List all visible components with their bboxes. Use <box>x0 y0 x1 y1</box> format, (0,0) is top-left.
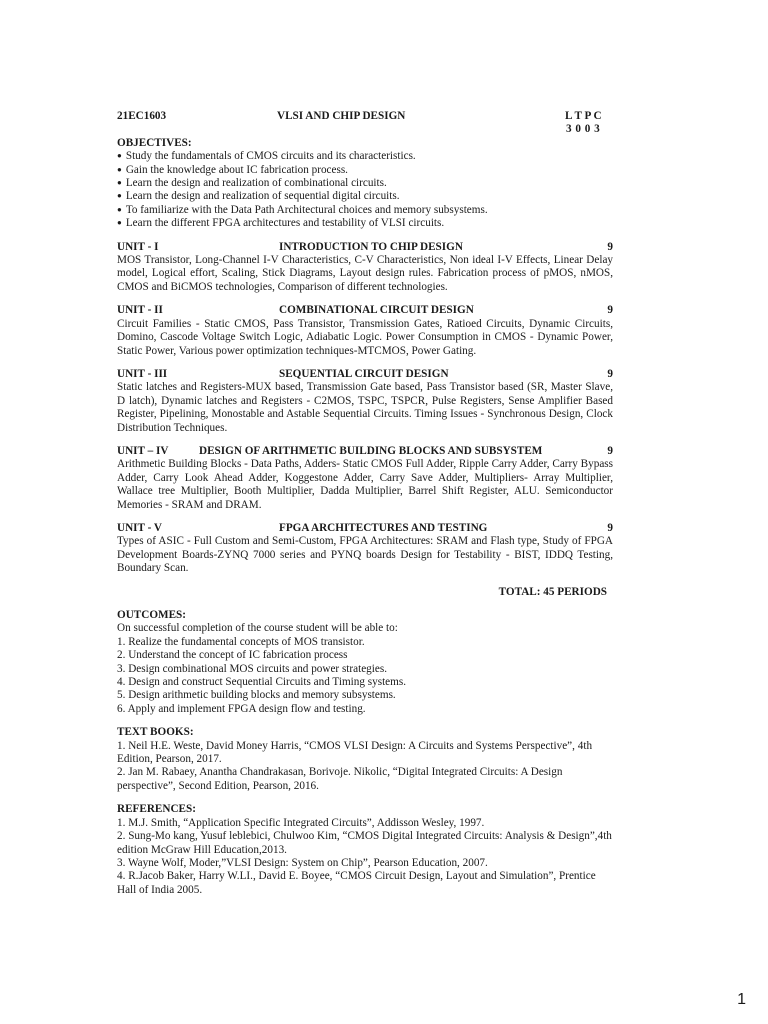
unit-number: UNIT – IV <box>117 444 169 457</box>
course-header <box>117 110 613 123</box>
objectives-list <box>117 150 613 230</box>
unit-content: Static latches and Registers-MUX based, Transmission Gate based, Pass Transistor based (SR, Master Slave, D latch), Dynamic latches and Registers - C2MOS, TSPC, TSPCR, Pulse Registers, Sense Amplifier Based Register, Pipelining, Monostable and Astable Sequential Circuits. Timing Issues - Synchronous Design, Clock Distribution Techniques. <box>117 381 613 434</box>
outcomes-section <box>117 609 613 716</box>
unit-hours: 9 <box>607 240 613 253</box>
objective-item: ● Study the fundamentals of CMOS circuits and its characteristics. <box>117 150 613 163</box>
unit-hours: 9 <box>607 444 613 457</box>
outcome-item: 4. Design and construct Sequential Circuits and Timing systems. <box>117 676 406 689</box>
total-periods: TOTAL: 45 PERIODS <box>498 585 607 598</box>
outcomes-heading: OUTCOMES: <box>117 609 186 621</box>
course-code: 21EC1603 <box>117 110 167 122</box>
unit-heading <box>117 368 613 381</box>
unit-heading <box>117 304 613 317</box>
objectives-heading: OBJECTIVES: <box>117 136 192 149</box>
objective-item: ● Learn the different FPGA architectures and testability of VLSI circuits. <box>117 217 613 230</box>
unit-heading <box>117 241 613 254</box>
syllabus-page <box>117 110 613 897</box>
unit-number: UNIT - II <box>117 304 163 317</box>
unit-number: UNIT - V <box>117 521 162 534</box>
text-books-heading: TEXT BOOKS: <box>117 726 194 739</box>
reference-item: 4. R.Jacob Baker, Harry W.LI., David E. Boyee, “CMOS Circuit Design, Layout and Simulation”, Prentice Hall of India 2005. <box>117 870 596 896</box>
unit-hours: 9 <box>607 367 613 380</box>
text-book-item: 1. Neil H.E. Weste, David Money Harris, “CMOS VLSI Design: A Circuits and Systems Perspective”, 4th Edition, Pearson, 2017. <box>117 739 593 766</box>
course-title: VLSI AND CHIP DESIGN <box>277 110 406 122</box>
unit-hours: 9 <box>607 521 613 534</box>
reference-item: 3. Wayne Wolf, Moder,”VLSI Design: System on Chip”, Pearson Education, 2007. <box>117 856 488 869</box>
unit-number: UNIT - I <box>117 240 159 253</box>
unit-title: INTRODUCTION TO CHIP DESIGN <box>279 240 463 253</box>
unit-2 <box>117 304 613 358</box>
unit-content: Types of ASIC - Full Custom and Semi-Custom, FPGA Architectures: SRAM and Flash type, Study of FPGA Development Boards-ZYNQ 7000 series and PYNQ boards Design for Testability - BIST, IDDQ Testing, Boundary Scan. <box>117 535 613 575</box>
outcomes-intro: On successful completion of the course student will be able to: <box>117 622 398 635</box>
outcome-item: 5. Design arithmetic building blocks and memory subsystems. <box>117 689 396 702</box>
text-book-item: 2. Jan M. Rabaey, Anantha Chandrakasan, Borivoje. Nikolic, “Digital Integrated Circuits: A Design perspective”, Second Edition, Pearson, 2016. <box>117 766 563 792</box>
objective-item: ● Learn the design and realization of combinational circuits. <box>117 177 613 190</box>
reference-item: 1. M.J. Smith, “Application Specific Integrated Circuits”, Addisson Wesley, 1997. <box>117 816 485 829</box>
reference-item: 2. Sung-Mo kang, Yusuf leblebici, Chulwoo Kim, “CMOS Digital Integrated Circuits: Analysis & Design”,4th edition McGraw Hill Education,2013. <box>117 830 612 856</box>
unit-4 <box>117 445 613 512</box>
outcome-item: 3. Design combinational MOS circuits and power strategies. <box>117 662 387 675</box>
unit-5 <box>117 522 613 576</box>
unit-1 <box>117 241 613 295</box>
outcome-item: 6. Apply and implement FPGA design flow and testing. <box>117 702 366 715</box>
unit-title: DESIGN OF ARITHMETIC BUILDING BLOCKS AND SUBSYSTEM <box>199 444 543 457</box>
outcome-item: 1. Realize the fundamental concepts of MOS transistor. <box>117 635 365 648</box>
unit-title: SEQUENTIAL CIRCUIT DESIGN <box>279 367 449 380</box>
objective-item: ● Learn the design and realization of sequential digital circuits. <box>117 190 613 203</box>
references-heading: REFERENCES: <box>117 803 196 816</box>
ltpc-label: L T P C <box>565 110 602 122</box>
unit-content: Circuit Families - Static CMOS, Pass Transistor, Transmission Gates, Ratioed Circuits, Dynamic Circuits, Domino, Cascode Voltage Switch Logic, Adiabatic Logic. Power Consumption in CMOS - Dynamic Power, Static Power, Various power optimization techniques-MTCMOS, Power Gating. <box>117 317 613 357</box>
page-number: 1 <box>737 990 746 1008</box>
objective-item: ● Gain the knowledge about IC fabrication process. <box>117 164 613 177</box>
unit-3 <box>117 368 613 435</box>
objective-item: ● To familiarize with the Data Path Architectural choices and memory subsystems. <box>117 204 613 217</box>
unit-hours: 9 <box>607 304 613 317</box>
unit-content: Arithmetic Building Blocks - Data Paths, Adders- Static CMOS Full Adder, Ripple Carry Adder, Carry Bypass Adder, Carry Look Ahead Adder, Koggestone Adder, Carry Save Adder, Multipliers- Array Multiplier, Wallace tree Multiplier, Booth Multiplier, Dadda Multiplier, Barrel Shift Register, ALU. Semiconductor Memories - SRAM and DRAM. <box>117 458 613 511</box>
ltpc-values: 3 0 0 3 <box>566 123 601 136</box>
unit-content: MOS Transistor, Long-Channel I-V Characteristics, C-V Characteristics, Non ideal I-V Effects, Linear Delay model, Logical effort, Scaling, Stick Diagrams, Layout design rules. Fabrication process of pMOS, nMOS, CMOS and BiCMOS technologies, Comparison of different technologies. <box>117 254 613 293</box>
text-books-section <box>117 726 613 793</box>
outcome-item: 2. Understand the concept of IC fabrication process <box>117 649 348 662</box>
unit-number: UNIT - III <box>117 367 168 380</box>
unit-title: FPGA ARCHITECTURES AND TESTING <box>279 521 488 534</box>
unit-heading <box>117 522 613 535</box>
unit-title: COMBINATIONAL CIRCUIT DESIGN <box>279 304 474 317</box>
references-section <box>117 803 613 897</box>
unit-heading <box>117 445 613 458</box>
